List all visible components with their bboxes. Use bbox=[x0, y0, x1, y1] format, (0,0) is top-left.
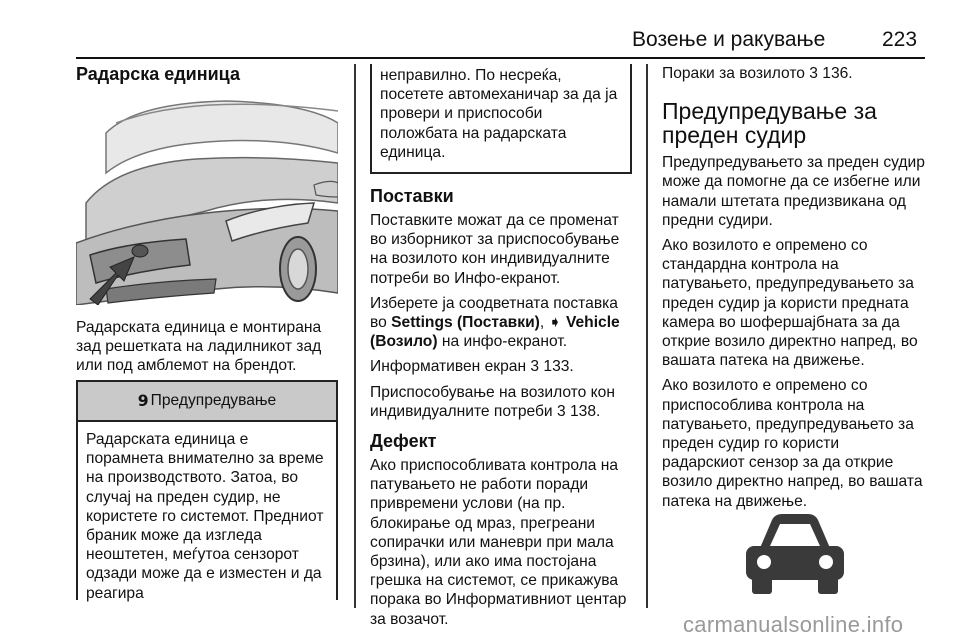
page-number: 223 bbox=[882, 28, 918, 51]
settings-paragraph-2 bbox=[370, 294, 632, 352]
car-front-icon bbox=[730, 510, 860, 600]
column-1 bbox=[76, 64, 338, 85]
warning-box bbox=[76, 380, 338, 600]
arrow-icon: ➧ bbox=[548, 314, 562, 332]
section-title-defect: Дефект bbox=[370, 431, 437, 452]
settings-paragraph-1: Поставките можат да се променат во изборникот за приспособување на возилото кон индивидуалните потреби во Инфо-екранот. bbox=[370, 212, 620, 287]
page-header bbox=[0, 0, 960, 60]
watermark: carmanualsonline.info bbox=[683, 612, 904, 637]
settings-separator: , bbox=[539, 314, 549, 332]
warning-text: Радарската единица е порамнета внимателно за време на производството. Затоа, во случај на преден судир, не користете го системот. Предниот браник може да изгледа неоштетен, меѓутоа сензорот одзади може да е изместен и да реагира bbox=[86, 431, 324, 602]
defect-paragraph: Ако приспособливата контрола на патувањето не работи поради привремени услови (на пр. блокирање од мраз, прегреани сопирачки или маневри при мала брзина), или ако има постојана грешка на системот, се прикажува порака во Информативниот центар за возачот. bbox=[370, 457, 627, 628]
warning-box-continued: неправилно. По несреќа, посетете автомеханичар за да ја провери и приспособи положбата на радарската единица. bbox=[370, 64, 632, 174]
settings-menu-label: Settings (Поставки) bbox=[391, 314, 540, 332]
section-title-settings: Поставки bbox=[370, 186, 454, 206]
section-title-radar-unit: Радарска единица bbox=[76, 64, 240, 84]
header-rule bbox=[76, 57, 925, 59]
warning-title: Предупредување bbox=[150, 392, 277, 409]
settings-p2-text: Изберете ја соодветната поставка во bbox=[370, 294, 618, 332]
fcw-paragraph-1: Предупредувањето за преден судир може да помогне да се избегне или намали штетата предизвикана од предни судири. bbox=[662, 154, 925, 229]
column-divider-2 bbox=[646, 64, 648, 608]
car-illustration-svg bbox=[76, 93, 338, 305]
settings-p2-end: на инфо-екранот. bbox=[437, 333, 568, 351]
radar-description: Радарската единица е монтирана зад решетката на ладилникот зад или под амблемот на брендот. bbox=[76, 319, 322, 375]
section-title-forward-collision: Предупредување за преден судир bbox=[662, 98, 877, 149]
info-display-reference: Информативен екран 3 133. bbox=[370, 358, 574, 376]
car-front-radar-illustration bbox=[76, 93, 338, 305]
column-3 bbox=[662, 64, 926, 511]
column-2 bbox=[370, 186, 632, 629]
header-title: Возење и ракување bbox=[632, 28, 826, 51]
personalization-reference: Приспособување на возилото кон индивидуалните потреби 3 138. bbox=[370, 383, 615, 420]
fcw-paragraph-3: Ако возилото е опремено со приспособлива контрола на патувањето, предупредувањето за преден судир го користи радарскиот сензор за да открие возило директно напред, во вашата патека на движење. bbox=[662, 377, 923, 510]
warning-header bbox=[78, 382, 336, 422]
warning-triangle-icon: 9 bbox=[137, 392, 149, 410]
column-divider-1 bbox=[354, 64, 356, 608]
fcw-paragraph-2: Ако возилото е опремено со стандардна контрола на патувањето, предупредувањето за преден судир ја користи предната камера во шофершајбната за да открие возило директно напред, во вашата патека на движење. bbox=[662, 237, 918, 370]
vehicle-messages-reference: Пораки за возилото 3 136. bbox=[662, 65, 853, 82]
vehicle-menu-label: Vehicle (Возило) bbox=[370, 314, 620, 351]
